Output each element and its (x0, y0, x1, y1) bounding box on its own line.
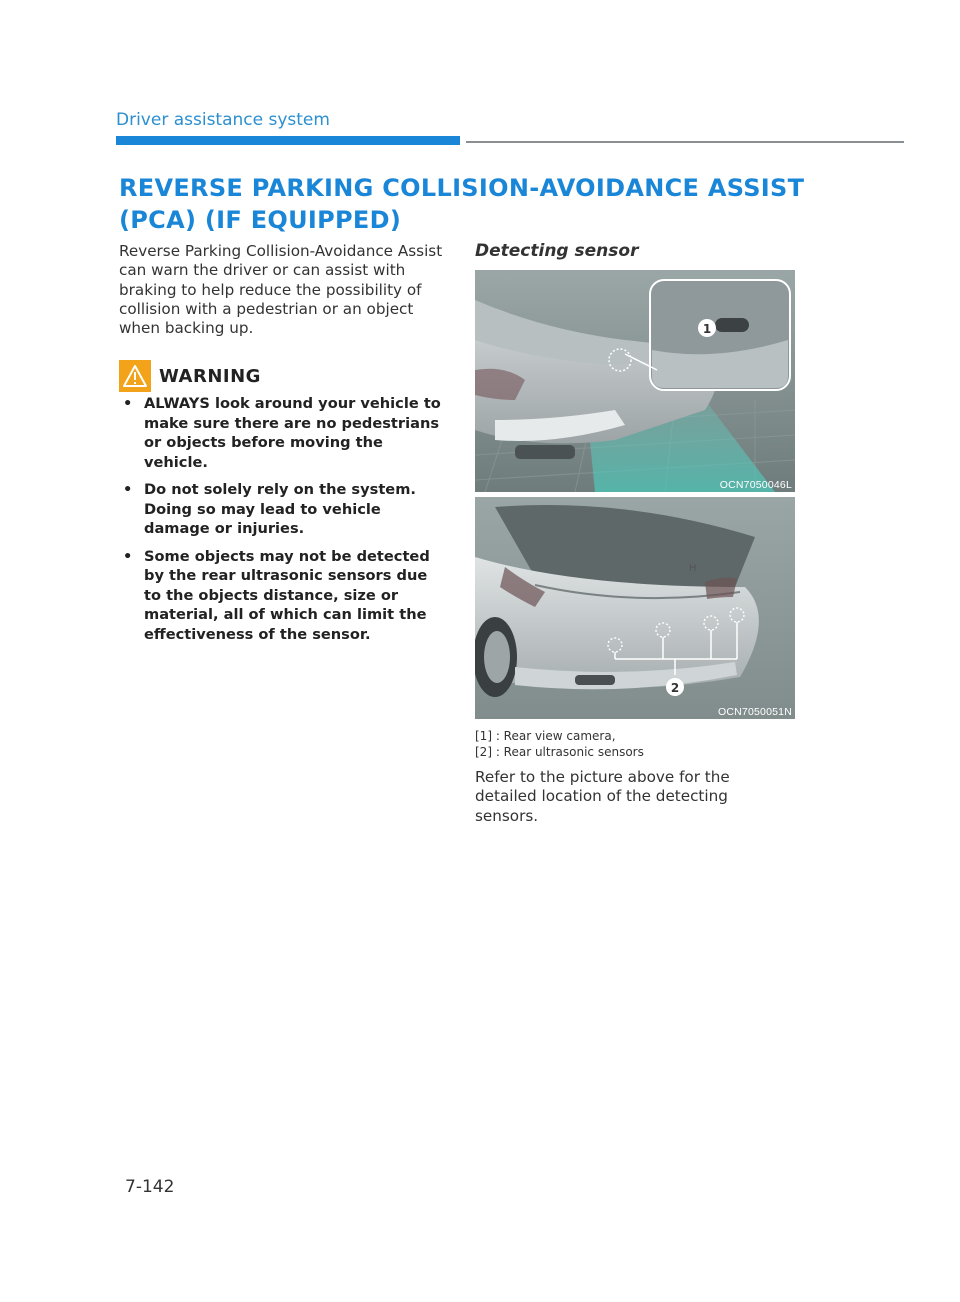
svg-text:1: 1 (702, 322, 712, 336)
detecting-sensor-title: Detecting sensor (475, 241, 639, 261)
figure-code: OCN7050051N (718, 706, 792, 718)
svg-text:H: H (689, 563, 697, 574)
figure-caption: [2] : Rear ultrasonic sensors (475, 745, 644, 759)
header-divider (466, 141, 904, 143)
svg-text:2: 2 (670, 681, 680, 695)
warning-triangle-icon (119, 360, 151, 392)
warning-list (119, 394, 449, 652)
warning-item: • Do not solely rely on the system. Doing so may lead to vehicle damage or injuries. (119, 480, 449, 539)
section-title: REVERSE PARKING COLLISION-AVOIDANCE ASSIST (PCA) (IF EQUIPPED) (119, 174, 805, 234)
page-number: 7-142 (125, 1177, 175, 1197)
chapter-title: Driver assistance system (116, 110, 330, 130)
figure-reference-note: Refer to the picture above for the detailed location of the detecting sensors. (475, 768, 730, 825)
warning-item: • Some objects may not be detected by the rear ultrasonic sensors due to the objects distance, size or material, all of which can limit the effectiveness of the sensor. (119, 547, 449, 645)
warning-item: • ALWAYS look around your vehicle to make sure there are no pedestrians or objects before moving the vehicle. (119, 394, 449, 472)
warning-header (119, 360, 261, 392)
figure-caption: [1] : Rear view camera, (475, 729, 616, 743)
header-accent-bar (116, 136, 460, 145)
intro-paragraph: Reverse Parking Collision-Avoidance Assist can warn the driver or can assist with braking to help reduce the possibility of collision with a pedestrian or an object when backing up. (119, 242, 443, 338)
rear-ultrasonic-sensor-figure (475, 497, 795, 719)
rear-camera-figure (475, 270, 795, 492)
figure-code: OCN7050046L (719, 479, 792, 491)
warning-label: WARNING (159, 365, 261, 387)
